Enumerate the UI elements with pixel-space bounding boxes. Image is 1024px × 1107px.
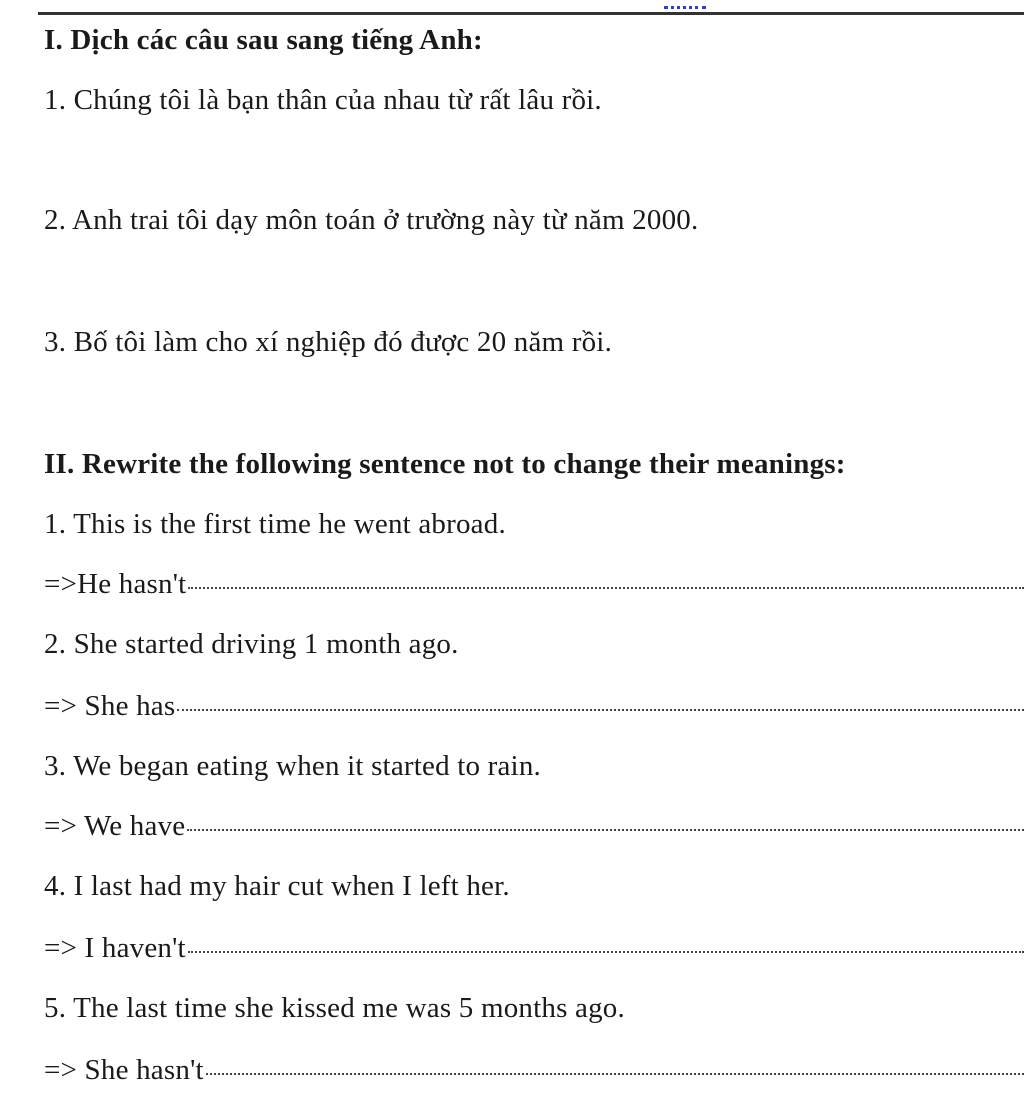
section2-answer-line-1[interactable] bbox=[44, 566, 1024, 602]
section2-sentence-5: 5. The last time she kissed me was 5 months ago. bbox=[44, 992, 625, 1024]
section2-answer-line-4[interactable] bbox=[44, 930, 1024, 966]
section1-heading: I. Dịch các câu sau sang tiếng Anh: bbox=[44, 24, 483, 56]
answer-blank-3[interactable] bbox=[187, 829, 1024, 831]
answer-blank-5[interactable] bbox=[206, 1073, 1024, 1075]
blue-dotted-mark bbox=[664, 0, 706, 9]
section2-answer-line-2[interactable] bbox=[44, 688, 1024, 724]
top-rule bbox=[38, 12, 1024, 15]
section1-item-2: 2. Anh trai tôi dạy môn toán ở trường này từ năm 2000. bbox=[44, 204, 699, 236]
section2-answer-line-3[interactable] bbox=[44, 808, 1024, 844]
section2-sentence-3: 3. We began eating when it started to rain. bbox=[44, 750, 541, 782]
answer-blank-4[interactable] bbox=[188, 951, 1024, 953]
section2-sentence-4: 4. I last had my hair cut when I left her. bbox=[44, 870, 510, 902]
answer-prompt-1: =>He hasn't bbox=[44, 568, 187, 600]
section2-answer-line-5[interactable] bbox=[44, 1052, 1024, 1088]
answer-prompt-5: => She hasn't bbox=[44, 1054, 204, 1086]
answer-prompt-4: => I haven't bbox=[44, 932, 186, 964]
section2-heading: II. Rewrite the following sentence not to change their meanings: bbox=[44, 448, 846, 480]
section2-sentence-1: 1. This is the first time he went abroad. bbox=[44, 508, 506, 540]
answer-prompt-3: => We have bbox=[44, 810, 186, 842]
answer-blank-2[interactable] bbox=[177, 709, 1024, 711]
section1-item-3: 3. Bố tôi làm cho xí nghiệp đó được 20 năm rồi. bbox=[44, 326, 613, 358]
answer-blank-1[interactable] bbox=[188, 587, 1024, 589]
section1-item-1: 1. Chúng tôi là bạn thân của nhau từ rất lâu rồi. bbox=[44, 84, 602, 116]
answer-prompt-2: => She has bbox=[44, 690, 176, 722]
section2-sentence-2: 2. She started driving 1 month ago. bbox=[44, 628, 459, 660]
